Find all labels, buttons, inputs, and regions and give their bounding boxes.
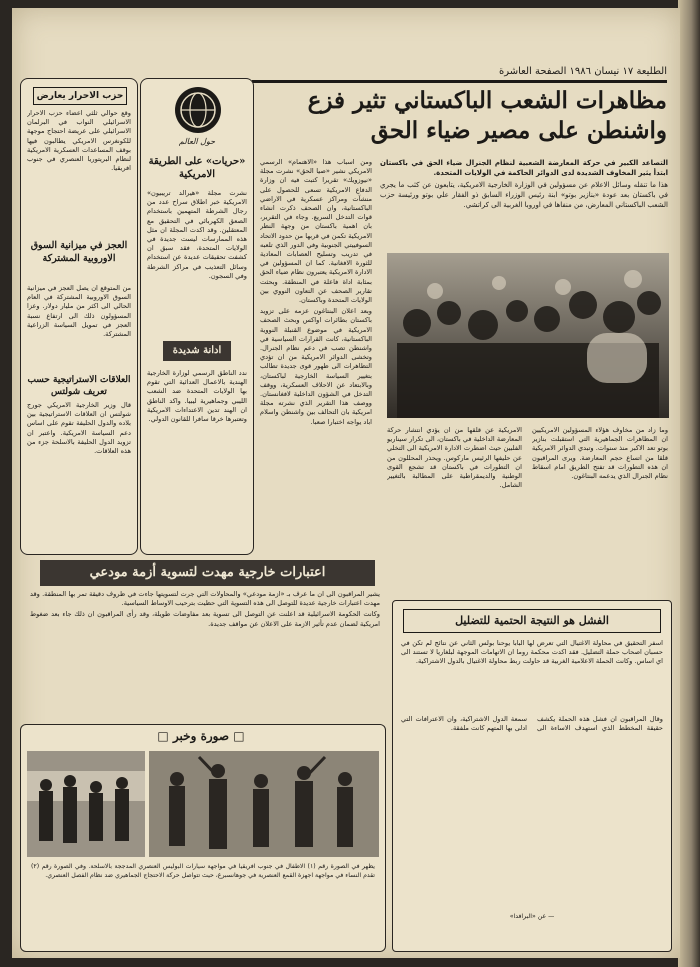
strategic-relations-text: قال وزير الخارجية الامريكي جورج شولتس ان العلاقات الاستراتيجية بين بلاده والدول الحليفة تقوم على اساس دعم السياسة الامريكية. واعتبر ان تزويد الدول الحليفة بالاسلحة جزء من هذه العلاقات. — [27, 401, 131, 456]
strategic-relations-title: العلاقات الاستراتيجية حسب تعريف شولتس — [27, 375, 131, 397]
world-logo — [175, 87, 221, 133]
world-banner: حول العالم — [178, 137, 216, 146]
story-column-a — [260, 158, 372, 578]
mediation-text: يشير المراقبون الى ان ما عرف بـ «ازمة مودعي» والمحاولات التي جرت لتسويتها جاءت في ظروف دقيقة تمر بها المنطقة. وقد مهدت اعتبارات خارجية عديدة للتوصل الى هذه التسوية التي حظيت بترحيب الاوساط السياسية. — [30, 590, 380, 608]
failure-text-2: وقال المراقبون ان فشل هذه الحملة يكشف حقيقة المخطط الذي استهدف الاساءة الى سمعة الدول الاشتراكية، وان الاعترافات التي ادلى بها المتهم كانت ملفقة. — [401, 715, 663, 733]
police-image — [27, 751, 145, 857]
protest-crowd-image — [387, 253, 669, 418]
page-spine — [678, 0, 700, 967]
mediation-text-block — [30, 590, 380, 718]
failure-story-box — [392, 600, 672, 952]
headline-line-2: واشنطن على مصير ضياء الحق — [370, 117, 667, 144]
headline-line-1: مظاهرات الشعب الباكستاني تثير فزع — [307, 87, 667, 114]
photo-news-title-text: صورة وخبر — [172, 729, 230, 743]
square-icon: □ — [229, 729, 245, 743]
condemnation-text: ندد الناطق الرسمي لوزارة الخارجية الهندية بالاعمال العدائية التي تقوم بها الولايات المتحدة ضد الشعب الليبي وجماهيرية ليبيا. واكد الناطق ان الهند تدين الاعتداءات الامريكية وتعتبرها خرقا سافرا للقانون الدولي. — [147, 369, 247, 424]
photo-caption: يظهر في الصورة رقم (١) الاطفال في جنوب افريقيا في مواجهة سيارات البوليس العنصري المدججة بالاسلحة. وفي الصورة رقم (٢) تقدم النساء في مواجهة اجهزة القمع العنصرية في جوهانسبرغ، حيث تتواصل حركة الاحتجاج الجماهيري ضد نظام الفصل العنصري. — [31, 863, 376, 879]
failure-columns — [401, 715, 663, 943]
photo-news-box — [20, 724, 386, 952]
failure-title: الفشل هو النتيجة الحتمية للتضليل — [403, 609, 661, 633]
liberal-party-text-block — [27, 109, 131, 234]
photo-1 — [27, 751, 145, 857]
protest-photo — [387, 253, 669, 418]
newspaper-page — [12, 8, 680, 958]
lead-text: التصاعد الكبير في حركة المعارضة الشعبية لنظام الجنرال ضياء الحق في باكستان ابتدأ يثير المخاوف الشديدة لدى الدوائر الحاكمة في الولايات المتحدة. — [380, 159, 668, 177]
story-column-b-text: وبعد اعلان البنتاغون عزمه على تزويد باكستان بطائرات اواكس وبحث الصحف الامريكية في موضوع القنبلة النووية الباكستانية، كانت القرارات السياسية في واشنطن تصب في دعم نظام الجنرال. وتخشى الدوائر الامريكية من ان تؤدي التظاهرات الى ظهور قوى جديدة تطالب بتغيير السياسة الخارجية لباكستان، وبالابتعاد عن الاحلاف العسكرية، ووقف التدخل في الشؤون الداخلية لافغانستان. ووصف هذا التقرير الذي نشرته مجلة امريكية بان التحالف بين واشنطن واسلام اباد يواجه اختبارا صعبا. — [260, 307, 372, 426]
strategic-relations-text-block — [27, 401, 131, 546]
photo-source-text: — عن «البرافدا» — [509, 913, 555, 920]
failure-text: اسفر التحقيق في محاولة الاغتيال التي تعرض لها البابا يوحنا بولس الثاني عن نتائج لم تكن في حسبان اصحاب حملة التضليل. فقد اكدت محكمة روما ان الاتهامات الموجهة لبلغاريا لا تستند الى اي اساس. وكانت الحملة الاعلامية الغربية قد حاولت ربط محاولة الاغتيال بالدول الاشتراكية. — [401, 639, 663, 666]
header-rule — [252, 80, 667, 83]
photo-news-title — [121, 729, 281, 743]
freedoms-text: نشرت مجلة «هيرالد تريبيون» الامريكية خبر اطلاق سراح عدد من رجال الشرطة المتهمين باستخدام الصعق الكهربائي في التحقيق مع المعتقلين. وقد اكدت المجلة ان مثل هذه الممارسات ليست جديدة في الولايات المتحدة، فقد سبق ان كشفت تحقيقات عديدة عن استخدام وسائل التعذيب في مراكز الشرطة وفي السجون. — [147, 189, 247, 280]
story-column-c — [387, 426, 522, 576]
lead-text-2: هذا ما تنقله وسائل الاعلام عن مسؤولين في الوزارة الخارجية الامريكية، يتابعون عن كثب ما يجري في باكستان بعد عودة «بنازير بوتو» ابنة رئيس الوزراء السابق ذو الفقار علي بوتو ورئيسة حزب الشعب الباكستاني المعارض، من منفاها في اوروبا الغربية الى كراتشي. — [380, 181, 668, 209]
main-headline — [257, 86, 667, 146]
budget-deficit-text: من المتوقع ان يصل العجز في ميزانية السوق الاوروبية المشتركة في العام الحالي الى اكثر من مليار دولار. وعزا المسؤولون ذلك الى ارتفاع نسبة العجز في تمويل السياسة الزراعية المشتركة. — [27, 284, 131, 339]
left-news-box — [20, 78, 138, 555]
page-header — [467, 66, 667, 77]
liberal-party-text: وقع حوالي ثلثي اعضاء حزب الاحرار الاسرائيلي النواب في البرلمان الاسرائيلي على عريضة احتجاج موجهة للكونغرس الامريكي يطالبون فيها بوقف المساعدات العسكرية الامريكية لنظام البريتوريا العنصري في جنوب افريقيا. — [27, 109, 131, 173]
world-news-box — [140, 78, 254, 555]
story-column-c-text: الامريكية عن قلقها من ان يؤدي انتشار حركة المعارضة الداخلية في باكستان، الى تكرار سيناريو الفلبين حيث اضطرت الادارة الامريكية الى التخلي عن حليفها الرئيس ماركوس. ويحذر المحللون من ان التطورات في باكستان قد تشجع القوى الوطنية والديمقراطية على المطالبة بالتغيير الشامل. — [387, 426, 522, 490]
photo-source — [472, 913, 592, 922]
header-text: الطليعة ١٧ نيسان ١٩٨٦ الصفحة العاشرة — [498, 66, 667, 77]
freedoms-text-block — [147, 189, 247, 339]
mediation-text-2: وكانت الحكومة الاسرائيلية قد اعلنت عن التوصل الى تسوية بعد مفاوضات طويلة، وقد رأى المراقبون ان ذلك جاء بعد ضغوط امريكية لضمان عدم تأثير الازمة على الاعلان عن مواقف جديدة. — [30, 610, 380, 628]
story-column-d-text: وما زاد من مخاوف هؤلاء المسؤولين الامريكيين ان المظاهرات الجماهيرية التي استقبلت بنازير بوتو تعد الاكبر منذ سنوات. وتبدي الدوائر الامريكية قلقا من اتساع حجم المعارضة. ويرى المراقبون ان هذه التطورات قد تفتح الطريق امام اسقاط نظام الجنرال الذي يدعمه البنتاغون. — [532, 426, 668, 481]
freedoms-title: «حريات» على الطريقة الامريكية — [148, 156, 246, 180]
story-column-d — [532, 426, 668, 576]
photo-2 — [149, 751, 379, 857]
mediation-band-title: اعتبارات خارجية مهدت لتسوية أزمة مودعي — [40, 560, 375, 586]
story-column-a-text: ومن اسباب هذا «الاهتمام» الرسمي الامريكي نشير «صيا الحق» نشرت مجلة «نيوزويك» تقريرا كتبت فيه ان وزارة الدفاع الامريكية تسعى للحصول على منشآت ومراكز عسكرية في الاراضي الباكستانية، وان الصحف ذكرت انشاء قوات التدخل السريع. وجاء في التقرير، بان اهمية باكستان من وجهة النظر الامريكية تكمن في قربها من حدود الاتحاد السوفييتي الجنوبية وفي الدور الذي تلعبه في تدريب وتسليح العصابات المعادية للثورة الافغانية. كما ان المسؤولين في الادارة الامريكية يعتبرون نظام ضياء الحق بمثابة اداة فاعلة في المنطقة. وبحثت تقارير الصحف عن التعاون النووي بين الولايات المتحدة وباكستان. — [260, 158, 372, 305]
budget-deficit-title: العجز في ميزانية السوق الاوروبية المشتركة — [30, 240, 128, 264]
failure-lead-block — [401, 639, 663, 711]
liberal-party-title: حزب الاحرار يعارض — [33, 87, 127, 105]
lead-paragraph — [380, 158, 668, 250]
budget-deficit-text-block — [27, 284, 131, 369]
condemnation-title: ادانة شديدة — [163, 341, 231, 361]
condemnation-text-block — [147, 369, 247, 549]
photo-caption-block — [31, 863, 375, 939]
globe-icon — [175, 87, 221, 133]
square-icon-2: □ — [157, 729, 173, 743]
women-protest-image — [149, 751, 379, 857]
